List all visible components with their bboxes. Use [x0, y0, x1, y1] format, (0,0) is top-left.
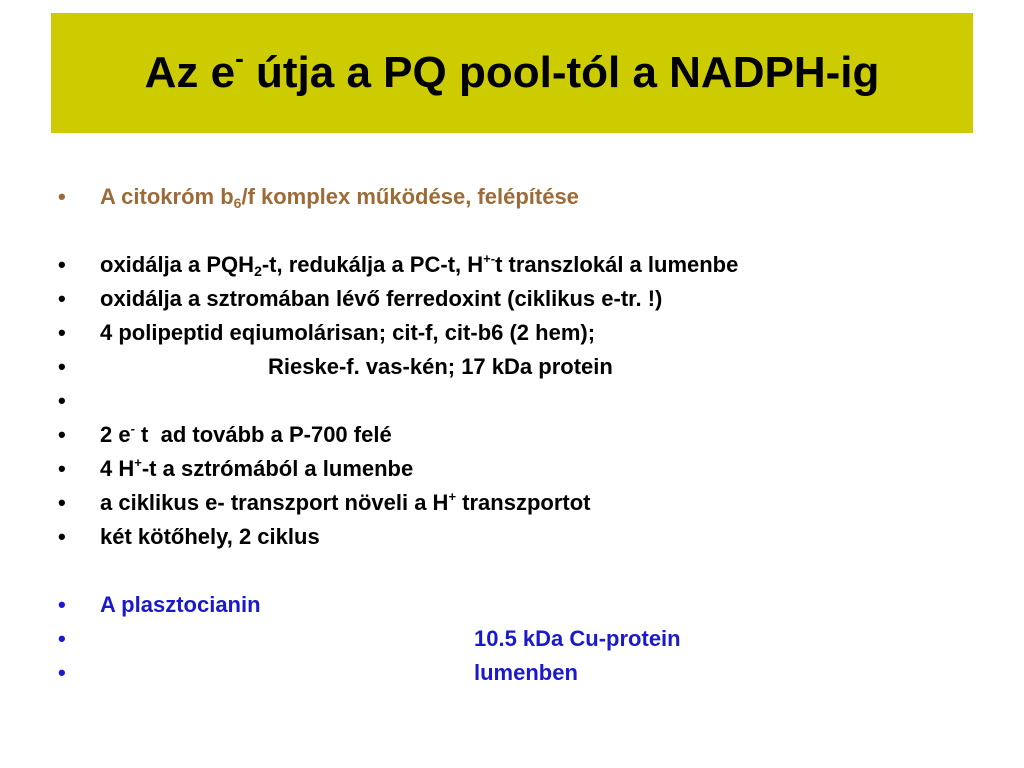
bullet-marker: • [58, 388, 66, 413]
text-part: A citokróm b [100, 184, 234, 209]
blank-spacer [58, 554, 988, 588]
text-part: -t a sztrómából a lumenbe [141, 456, 414, 481]
title-superscript: - [235, 43, 244, 73]
text-part: a ciklikus e- transzport növeli a H [100, 490, 449, 515]
bullet-marker: • [58, 320, 66, 345]
text-part: t transzlokál a lumenbe [495, 252, 739, 277]
bullet-text: oxidálja a sztromában lévő ferredoxint (ciklikus e-tr. !) [100, 286, 663, 311]
bullet-text: Rieske-f. vas-kén; 17 kDa protein [268, 354, 613, 379]
bullet-marker: • [58, 524, 66, 549]
bullet-marker: • [58, 490, 66, 515]
bullet-text [100, 452, 413, 486]
bullet-item [58, 520, 988, 554]
title-text-start: Az e [144, 48, 236, 97]
bullet-heading-plastocyanin [58, 588, 988, 622]
bullet-item [58, 282, 988, 316]
bullet-text [100, 248, 738, 282]
bullet-marker: • [58, 252, 66, 277]
text-part: t ad tovább a P-700 felé [134, 422, 392, 447]
bullet-marker: • [58, 660, 66, 685]
bullet-item [58, 350, 988, 384]
bullet-marker: • [58, 354, 66, 379]
bullet-item [58, 486, 988, 520]
blank-spacer [58, 214, 988, 248]
bullet-list [58, 180, 988, 690]
bullet-marker: • [58, 286, 66, 311]
bullet-marker: • [58, 626, 66, 651]
bullet-item [58, 656, 988, 690]
text-part: 4 H [100, 456, 135, 481]
subscript: 6 [233, 195, 242, 211]
subscript: 2 [254, 263, 262, 279]
superscript: - [130, 421, 135, 436]
bullet-marker: • [58, 592, 66, 617]
bullet-text [100, 180, 579, 214]
bullet-item [58, 316, 988, 350]
bullet-item [58, 622, 988, 656]
bullet-marker: • [58, 422, 66, 447]
superscript: + [134, 455, 142, 470]
bullet-item [58, 452, 988, 486]
bullet-item [58, 248, 988, 282]
bullet-text [100, 486, 591, 520]
bullet-text [100, 418, 392, 452]
title-text-end: útja a PQ pool-tól a NADPH-ig [243, 48, 880, 97]
bullet-text: lumenben [474, 660, 578, 685]
bullet-marker: • [58, 456, 66, 481]
bullet-item [58, 418, 988, 452]
bullet-text: 4 polipeptid eqiumolárisan; cit-f, cit-b6 (2 hem); [100, 320, 596, 345]
text-part: 2 e [100, 422, 131, 447]
bullet-marker: • [58, 184, 66, 209]
bullet-item-empty [58, 384, 988, 418]
bullet-text: két kötőhely, 2 ciklus [100, 524, 320, 549]
bullet-text: A plasztocianin [100, 592, 261, 617]
superscript: + [448, 489, 457, 504]
text-part: -t, redukálja a PC-t, H [261, 252, 484, 277]
bullet-text: 10.5 kDa Cu-protein [474, 626, 681, 651]
title-banner [51, 13, 973, 133]
text-part: transzportot [456, 490, 591, 515]
text-part: /f komplex működése, felépítése [241, 184, 579, 209]
bullet-heading-cytochrome [58, 180, 988, 214]
slide-title [144, 43, 880, 98]
superscript: +- [483, 251, 496, 266]
text-part: oxidálja a PQH [100, 252, 255, 277]
